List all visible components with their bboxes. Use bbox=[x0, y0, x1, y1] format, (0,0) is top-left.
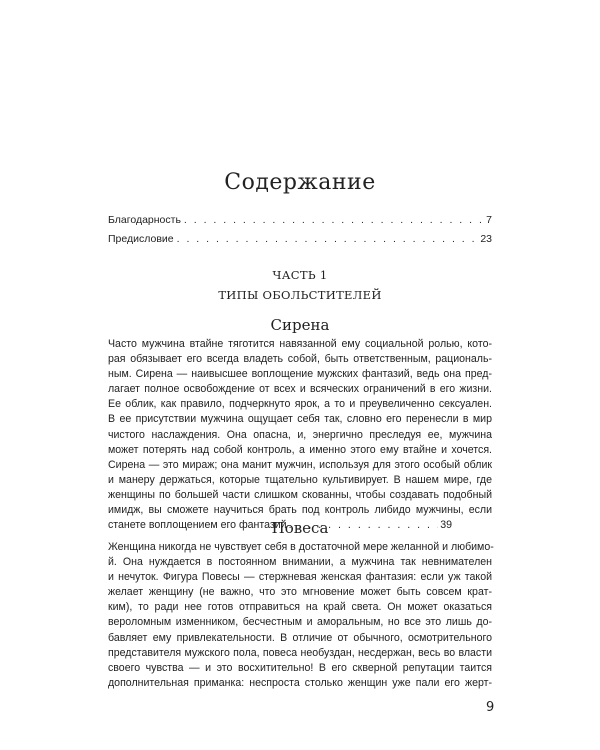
text-line: и манеру держаться, которые тщательно культивирует. В нашем мире, где bbox=[108, 473, 492, 486]
text-line: ким), то ради нее готов отправиться на край света. Он может оказаться bbox=[108, 601, 492, 614]
page-number: 9 bbox=[486, 700, 495, 715]
text-line: ным. Сирена — наивысшее воплощение мужских фантазий, ведь она пред- bbox=[108, 368, 492, 381]
text-line: й. Она нуждается в постоянном внимании, а мужчина так невнимателен bbox=[108, 556, 492, 569]
text-line: имидж, вы сможете научиться брать под контроль либидо мужчины, если bbox=[108, 504, 492, 517]
toc-entry-page: 23 bbox=[480, 233, 492, 245]
part-title: ТИПЫ ОБОЛЬСТИТЕЛЕЙ bbox=[218, 288, 382, 302]
chapter-title: Повеса bbox=[271, 519, 329, 537]
text-line: Женщина никогда не чувствует себя в достаточной мере желанной и любимо- bbox=[108, 541, 494, 553]
text-line: В ее присутствии мужчина ощущает себя так, словно его перенесли в мир bbox=[108, 413, 492, 426]
page-title: Содержание bbox=[224, 170, 376, 195]
text-line: бавляет ему привлекательности. В отличие от обычного, осмотрительного bbox=[108, 631, 492, 644]
toc-entry-page: 7 bbox=[486, 214, 492, 226]
toc-entry-label: Предисловие bbox=[108, 233, 174, 245]
text-line: Ее облик, как правило, подчеркнуто ярок, а то и преувеличенно сексуален. bbox=[108, 398, 492, 411]
text-line: станете воплощением его фантазий bbox=[108, 519, 287, 532]
toc-entry-page: 39 bbox=[440, 519, 452, 532]
text-line: может потерять над собой контроль, а именно этого ему втайне и хочется. bbox=[108, 443, 492, 456]
text-line: вероломным изменником, бесчестным и аморальным, но все это лишь до- bbox=[108, 616, 492, 629]
text-line: своего чувства — и это восхитительно! В его скверной репутации таится bbox=[108, 661, 492, 674]
text-line: женщины по большей части слишком скованны, чтобы создавать подобный bbox=[108, 488, 492, 501]
text-line: Сирена — это мираж; она манит мужчин, используя для этого особый облик bbox=[108, 458, 492, 471]
text-line: дополнительная приманка: неспроста столько женщин уже пали его жерт- bbox=[108, 676, 492, 689]
part-number: ЧАСТЬ 1 bbox=[272, 268, 328, 282]
text-line: лагает полное освобождение от всех и всяческих ограничений в его жизни. bbox=[108, 383, 492, 396]
leader-dots bbox=[177, 233, 478, 245]
chapter-title: Сирена bbox=[270, 316, 330, 334]
text-line: представителя мужского пола, повеса необуздан, несдержан, весь во власти bbox=[108, 646, 492, 659]
toc-entry-label: Благодарность bbox=[108, 214, 181, 226]
chapter-summary bbox=[108, 337, 492, 533]
text-line: и нечуток. Фигура Повесы — стержневая женская фантазия: если уж такой bbox=[108, 571, 492, 584]
leader-dots bbox=[184, 214, 483, 226]
chapter-summary bbox=[108, 540, 492, 691]
text-line: желает женщину (не важно, что это мгновение может быть совсем крат- bbox=[108, 586, 492, 599]
toc-entry bbox=[108, 214, 492, 226]
toc-entry bbox=[108, 233, 492, 245]
text-line: Часто мужчина втайне тяготится навязанной ему социальной ролью, кото- bbox=[108, 338, 492, 350]
text-line: чистого наслаждения. Она опасна, и, энергично преследуя ее, мужчина bbox=[108, 428, 492, 441]
text-line: рая обязывает его всегда владеть собой, быть ответственным, рациональ- bbox=[108, 353, 492, 366]
